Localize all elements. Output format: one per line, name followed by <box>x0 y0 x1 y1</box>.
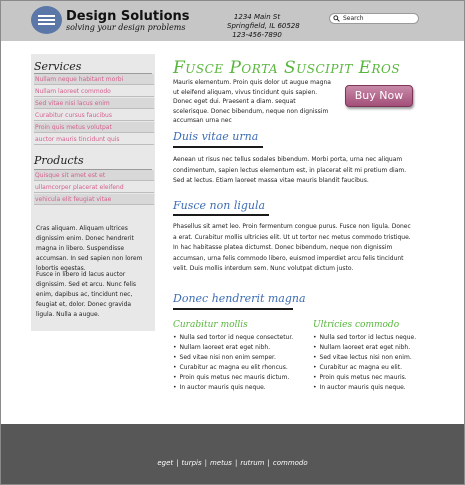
site-header <box>1 1 464 41</box>
footer-link[interactable]: turpis <box>181 459 202 467</box>
address-city: Springfield, IL 60528 <box>227 22 300 30</box>
column-title: Curabitur mollis <box>173 320 248 330</box>
sidebar-link-service[interactable]: Sed vitae nisi lacus enim <box>34 98 154 109</box>
section-underline <box>173 308 293 310</box>
address-phone: 123-456-7890 <box>232 31 282 39</box>
section-title: Donec hendrerit magna <box>173 292 306 305</box>
sidebar-paragraph: Cras aliquam. Aliquam ultrices dignissim enim. Donec hendrerit magna in libero. Suspendisse accumsan. In sed sapien non lorem lobortis egestas. <box>36 225 143 272</box>
list-item: • Proin quis metus nec mauris. <box>313 373 416 383</box>
footer-link[interactable]: rutrum <box>240 459 265 467</box>
buy-now-button[interactable]: Buy Now <box>345 85 413 107</box>
section-text: Phasellus sit amet leo. Proin fermentum congue purus. Fusce non ligula. Donec a erat. Curabitur mollis ultricies elit. Ut ut tortor nec metus commodo tristique. In hac habitasse platea dictumst. Donec bibendum, neque non dignissim accumsan, urna felis commodo libero, euismod imperdiet arcu felis tincidunt velit. Duis mollis interdum sem. Nunc volutpat dictum justo. <box>173 223 411 272</box>
sidebar-link-service[interactable]: Proin quis metus volutpat <box>34 122 154 133</box>
list-item: • Proin quis metus nec mauris dictum. <box>173 373 293 383</box>
list-item: • Sed vitae nisi non enim semper. <box>173 353 293 363</box>
section-title: Duis vitae urna <box>173 130 259 143</box>
sidebar-link-service[interactable]: Curabitur cursus faucibus <box>34 110 154 121</box>
page-title: Fusce Porta Suscipit Eros <box>173 58 401 78</box>
logo-tagline: solving your design problems <box>66 23 186 32</box>
intro-paragraph: Mauris elementum. Proin quis dolor ut augue magna ut eleifend aliquam, vivus tincidunt quis sapien. Donec eget dui. Praesent a diam. sequat scelerisque. Donec bibendum, neque non dignissim accumsan urna nec <box>173 79 331 124</box>
column-title: Ultricies commodo <box>313 320 400 330</box>
list-item: • Nulla sed tortor id lectus neque. <box>313 333 416 343</box>
footer-link[interactable]: metus <box>209 459 232 467</box>
sidebar-link-product[interactable]: Quisque sit amet est et <box>34 170 154 181</box>
site-footer <box>1 424 464 484</box>
logo-title[interactable]: Design Solutions <box>66 9 190 24</box>
footer-link[interactable]: eget <box>157 459 174 467</box>
sidebar-paragraph: Fusce in libero id lacus auctor dignissim. Sed et arcu. Nunc felis enim, dapibus ac, tincidunt nec, feugiat et, dolor. Donec gravida ligula. Nulla a augue. <box>36 271 136 318</box>
address-street: 1234 Main St <box>233 13 281 21</box>
list-item: • In auctor mauris quis neque. <box>313 383 416 393</box>
list-item: • In auctor mauris quis neque. <box>173 383 293 393</box>
search-icon <box>333 15 340 22</box>
footer-link[interactable]: commodo <box>272 459 308 467</box>
section-title: Fusce non ligula <box>173 199 266 212</box>
sidebar <box>31 54 155 331</box>
list-item: • Nulla sed tortor id neque consectetur. <box>173 333 293 343</box>
sidebar-link-service[interactable]: Nullam neque habitant morbi <box>34 74 154 85</box>
services-heading: Services <box>34 60 82 73</box>
list-item: • Nullam laoreet erat eget nibh. <box>313 343 416 353</box>
sidebar-link-product[interactable]: ullamcorper placerat eleifend <box>34 182 154 193</box>
list-item: • Curabitur ac magna eu elit rhoncus. <box>173 363 293 373</box>
sidebar-link-service[interactable]: Nullam laoreet commodo <box>34 86 154 97</box>
sidebar-link-service[interactable]: auctor mauris tincidunt quis <box>34 134 154 145</box>
address-block <box>227 13 300 40</box>
section-underline <box>173 146 263 148</box>
logo-icon[interactable] <box>31 6 62 34</box>
sidebar-link-product[interactable]: vehicula elit feugiat vitae <box>34 194 154 205</box>
list-item: • Sed vitae lectus nisi non enim. <box>313 353 416 363</box>
feature-list <box>173 333 293 393</box>
products-heading: Products <box>34 154 84 167</box>
feature-list <box>313 333 416 393</box>
search-box[interactable] <box>329 13 419 24</box>
list-item: • Curabitur ac magna eu elit. <box>313 363 416 373</box>
section-text: Aenean ut risus nec tellus sodales bibendum. Morbi porta, urna nec aliquam condimentum, sapien lectus elementum est, in placerat elit mi pretium diam. Sed at lectus. Etiam laoreet massa vitae mauris blandit faucibus. <box>173 156 407 184</box>
list-item: • Nullam laoreet erat eget nibh. <box>173 343 293 353</box>
footer-nav: eget | turpis | metus | rutrum | commodo <box>157 459 308 467</box>
search-input[interactable] <box>343 14 415 23</box>
section-underline <box>173 214 269 216</box>
